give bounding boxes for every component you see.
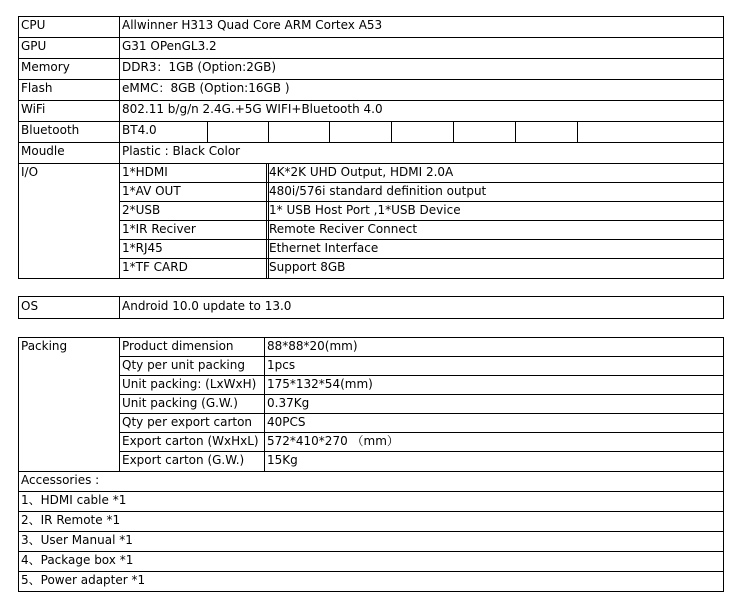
packing-name: Export carton (G.W.)	[119, 451, 265, 472]
packing-value: 0.37Kg	[264, 394, 724, 414]
io-desc: Support 8GB	[266, 258, 724, 279]
cpu-label: CPU	[18, 16, 120, 38]
packing-name: Export carton (WxHxL)	[119, 432, 265, 452]
moudle-value: Plastic : Black Color	[119, 142, 724, 164]
packing-label: Packing	[18, 337, 120, 472]
flash-value: eMMC：8GB (Option:16GB )	[119, 79, 724, 101]
bluetooth-label: Bluetooth	[18, 121, 120, 143]
bluetooth-value: BT4.0	[119, 121, 208, 143]
io-port: 1*IR Reciver	[119, 220, 269, 240]
empty-cell	[515, 121, 578, 143]
io-desc: 4K*2K UHD Output, HDMI 2.0A	[266, 163, 724, 183]
packing-name: Unit packing: (LxWxH)	[119, 375, 265, 395]
empty-cell	[268, 121, 330, 143]
accessory-item: 2、IR Remote *1	[18, 511, 724, 532]
packing-value: 15Kg	[264, 451, 724, 472]
memory-label: Memory	[18, 58, 120, 80]
packing-value: 88*88*20(mm)	[264, 337, 724, 357]
gpu-value: G31 OPenGL3.2	[119, 37, 724, 59]
os-value: Android 10.0 update to 13.0	[119, 296, 724, 319]
empty-cell	[391, 121, 454, 143]
io-desc: Remote Reciver Connect	[266, 220, 724, 240]
io-desc: 480i/576i standard definition output	[266, 182, 724, 202]
accessory-item: 5、Power adapter *1	[18, 571, 724, 592]
packing-name: Qty per unit packing	[119, 356, 265, 376]
io-port: 2*USB	[119, 201, 269, 221]
io-label: I/O	[18, 163, 120, 279]
os-label: OS	[18, 296, 120, 319]
accessory-item: 1、HDMI cable *1	[18, 491, 724, 512]
io-desc: 1* USB Host Port ,1*USB Device	[266, 201, 724, 221]
accessory-item: 3、User Manual *1	[18, 531, 724, 552]
wifi-value: 802.11 b/g/n 2.4G.+5G WIFI+Bluetooth 4.0	[119, 100, 724, 122]
memory-value: DDR3：1GB (Option:2GB)	[119, 58, 724, 80]
flash-label: Flash	[18, 79, 120, 101]
packing-name: Product dimension	[119, 337, 265, 357]
packing-name: Qty per export carton	[119, 413, 265, 433]
accessories-label: Accessories :	[18, 471, 724, 492]
moudle-label: Moudle	[18, 142, 120, 164]
io-port: 1*RJ45	[119, 239, 269, 259]
packing-value: 175*132*54(mm)	[264, 375, 724, 395]
gpu-label: GPU	[18, 37, 120, 59]
io-port: 1*AV OUT	[119, 182, 269, 202]
packing-value: 40PCS	[264, 413, 724, 433]
packing-value: 572*410*270 （mm）	[264, 432, 724, 452]
packing-name: Unit packing (G.W.)	[119, 394, 265, 414]
empty-cell	[207, 121, 269, 143]
empty-cell	[577, 121, 724, 143]
empty-cell	[453, 121, 516, 143]
io-port: 1*HDMI	[119, 163, 269, 183]
cpu-value: Allwinner H313 Quad Core ARM Cortex A53	[119, 16, 724, 38]
packing-value: 1pcs	[264, 356, 724, 376]
empty-cell	[329, 121, 392, 143]
io-desc: Ethernet Interface	[266, 239, 724, 259]
accessory-item: 4、Package box *1	[18, 551, 724, 572]
io-port: 1*TF CARD	[119, 258, 269, 279]
wifi-label: WiFi	[18, 100, 120, 122]
